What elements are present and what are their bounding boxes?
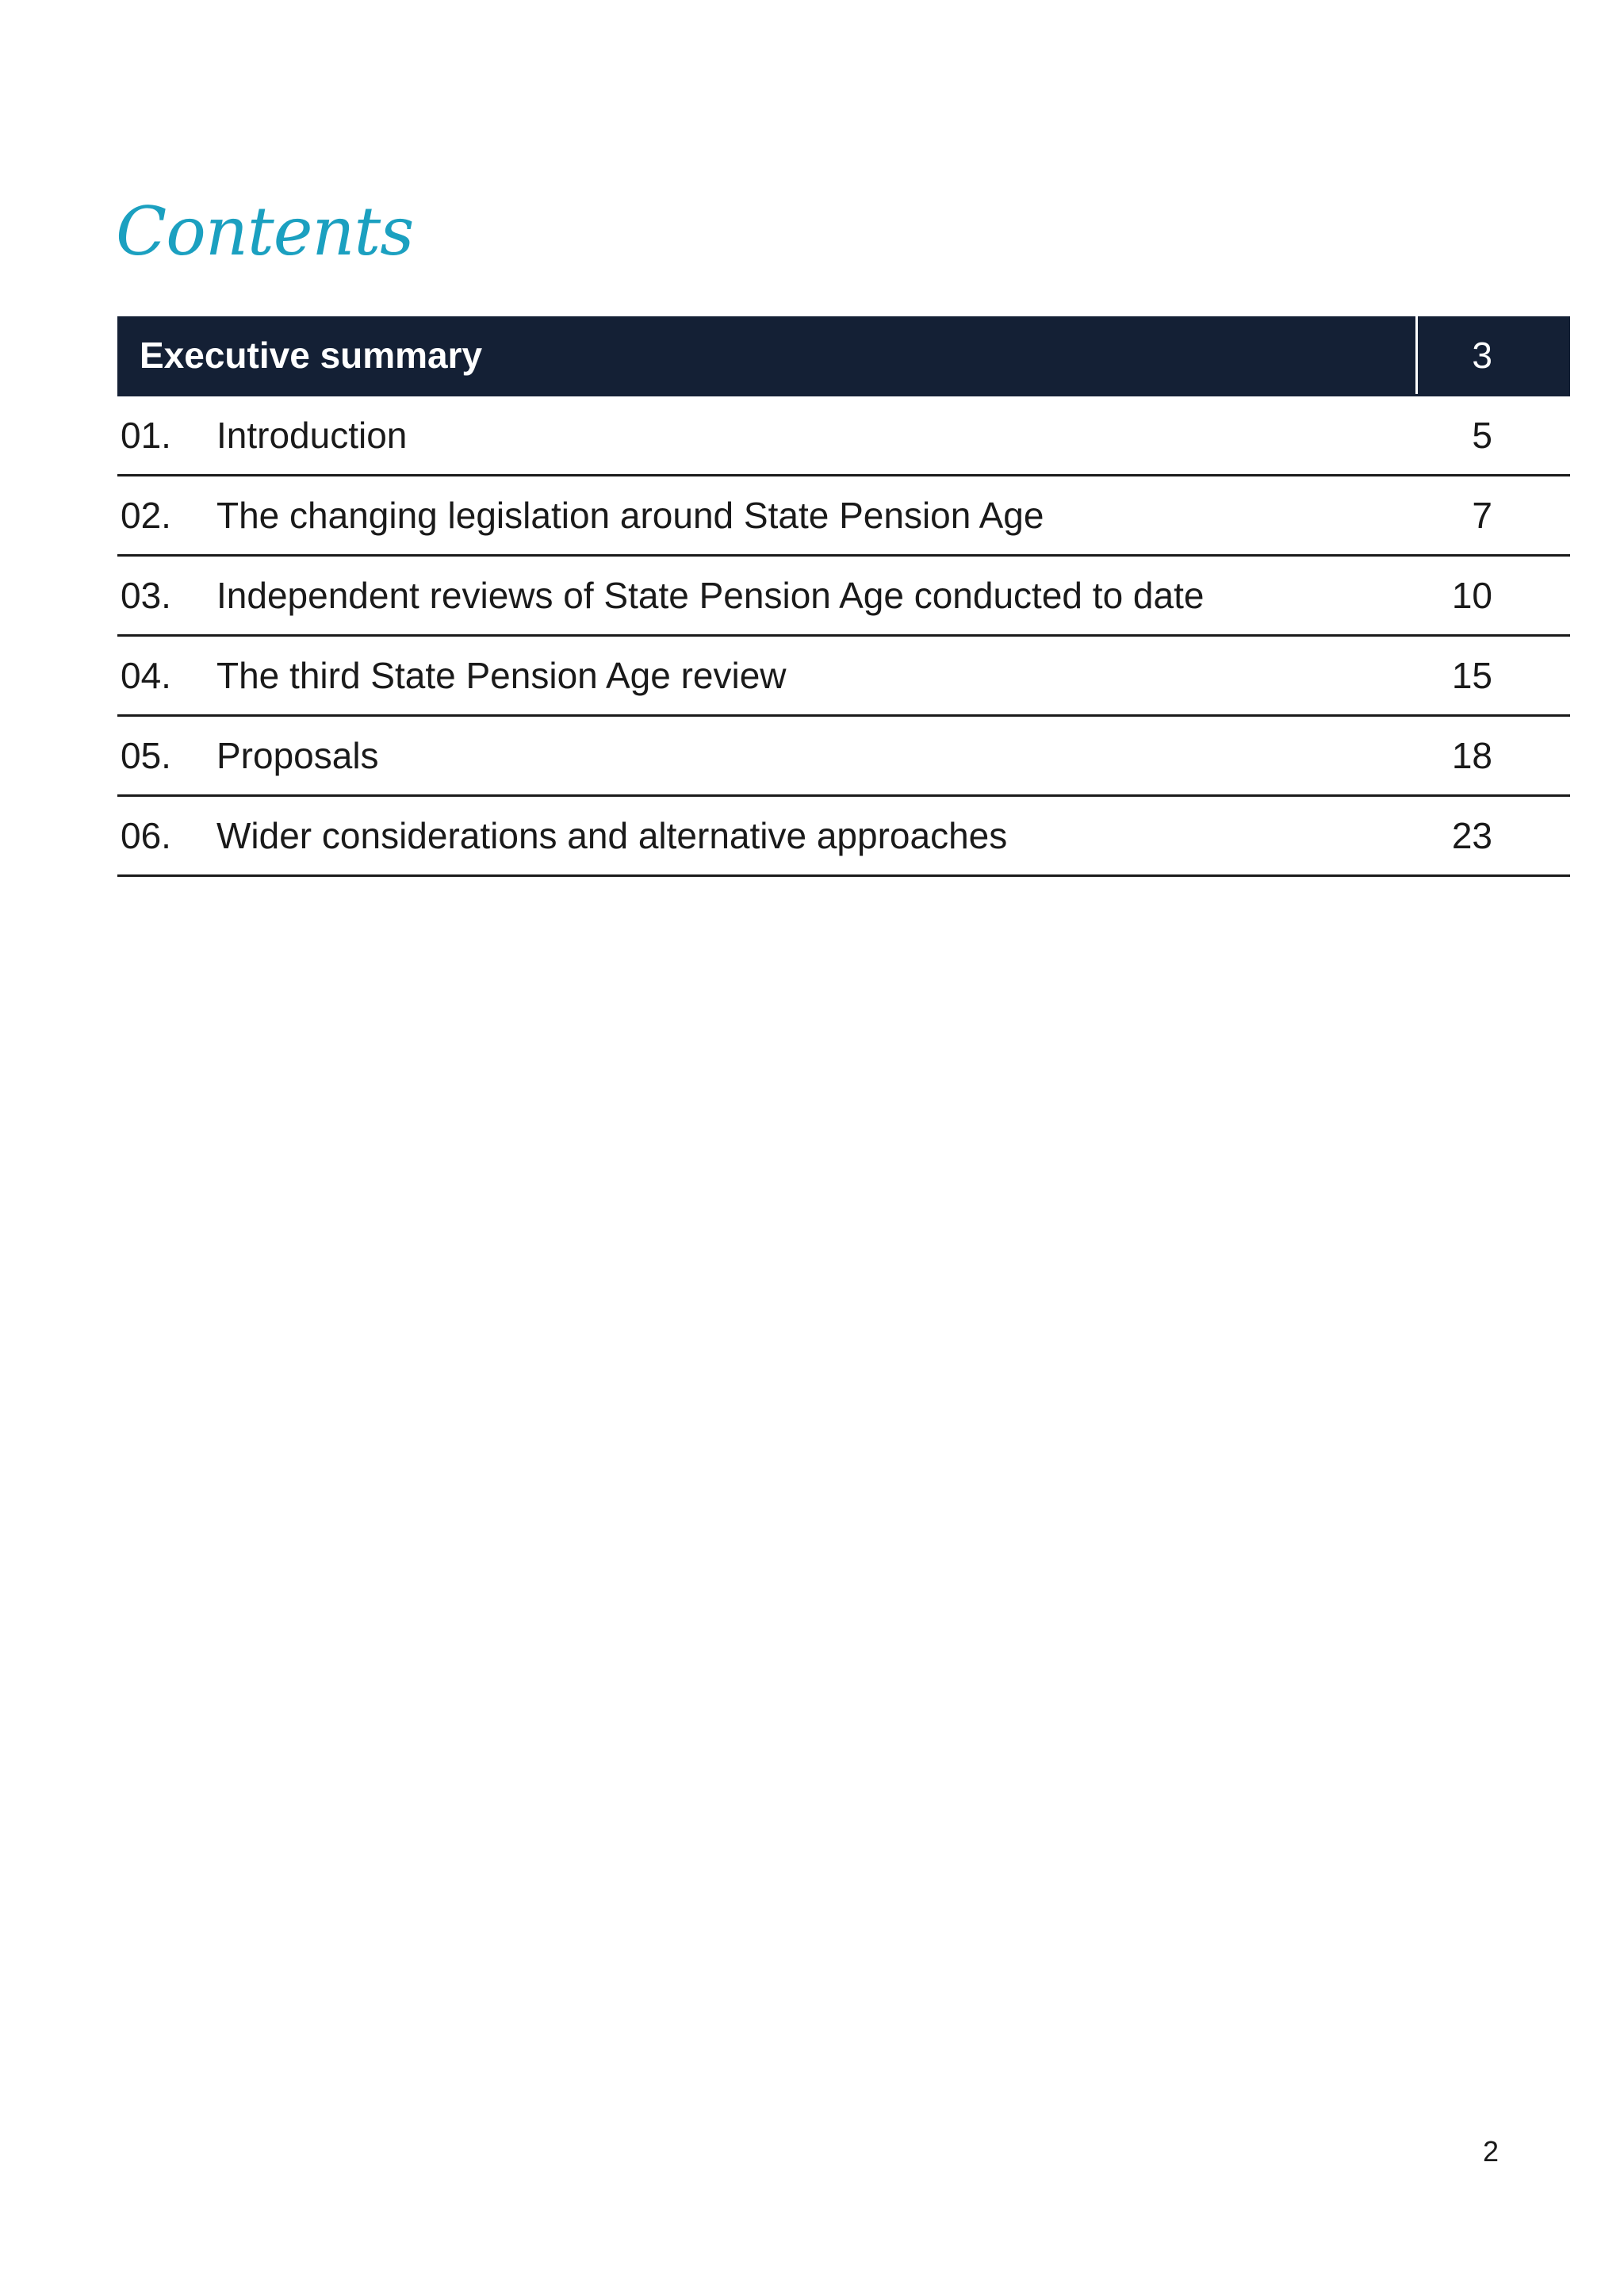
toc-entry-number: 05. <box>121 735 171 776</box>
toc-entry-number: 03. <box>121 575 171 616</box>
toc-entry-page: 7 <box>1472 495 1492 536</box>
toc-entry-number: 06. <box>121 815 171 856</box>
toc-entry-number: 02. <box>121 495 171 536</box>
toc-entry-page: 15 <box>1451 655 1492 696</box>
toc-entry-page: 5 <box>1472 415 1492 456</box>
toc-row-wider-considerations[interactable] <box>117 797 1570 877</box>
toc-entry-page: 18 <box>1451 735 1492 776</box>
toc-row-executive-summary[interactable] <box>117 316 1570 396</box>
toc-entry-label: Proposals <box>216 735 379 776</box>
toc-entry-label: The changing legislation around State Pension Age <box>216 495 1044 536</box>
page-title: Contents <box>116 193 414 270</box>
toc-entry-page: 3 <box>1415 316 1570 394</box>
page-number: 2 <box>1482 2135 1499 2168</box>
toc-entry-page: 10 <box>1451 575 1492 616</box>
toc-entry-label: Independent reviews of State Pension Age conducted to date <box>216 575 1205 616</box>
toc-entry-number: 01. <box>121 415 171 456</box>
toc-row-introduction[interactable] <box>117 396 1570 476</box>
toc-row-proposals[interactable] <box>117 717 1570 797</box>
toc-row-independent-reviews[interactable] <box>117 557 1570 637</box>
toc-entry-number: 04. <box>121 655 171 696</box>
toc-row-third-review[interactable] <box>117 637 1570 717</box>
toc-row-changing-legislation[interactable] <box>117 476 1570 557</box>
toc-entry-label: Introduction <box>216 415 408 456</box>
table-of-contents <box>117 316 1570 877</box>
toc-entry-page: 23 <box>1451 815 1492 856</box>
toc-entry-label: The third State Pension Age review <box>216 655 787 696</box>
toc-entry-label: Wider considerations and alternative approaches <box>216 815 1008 856</box>
toc-entry-label: Executive summary <box>140 335 483 376</box>
